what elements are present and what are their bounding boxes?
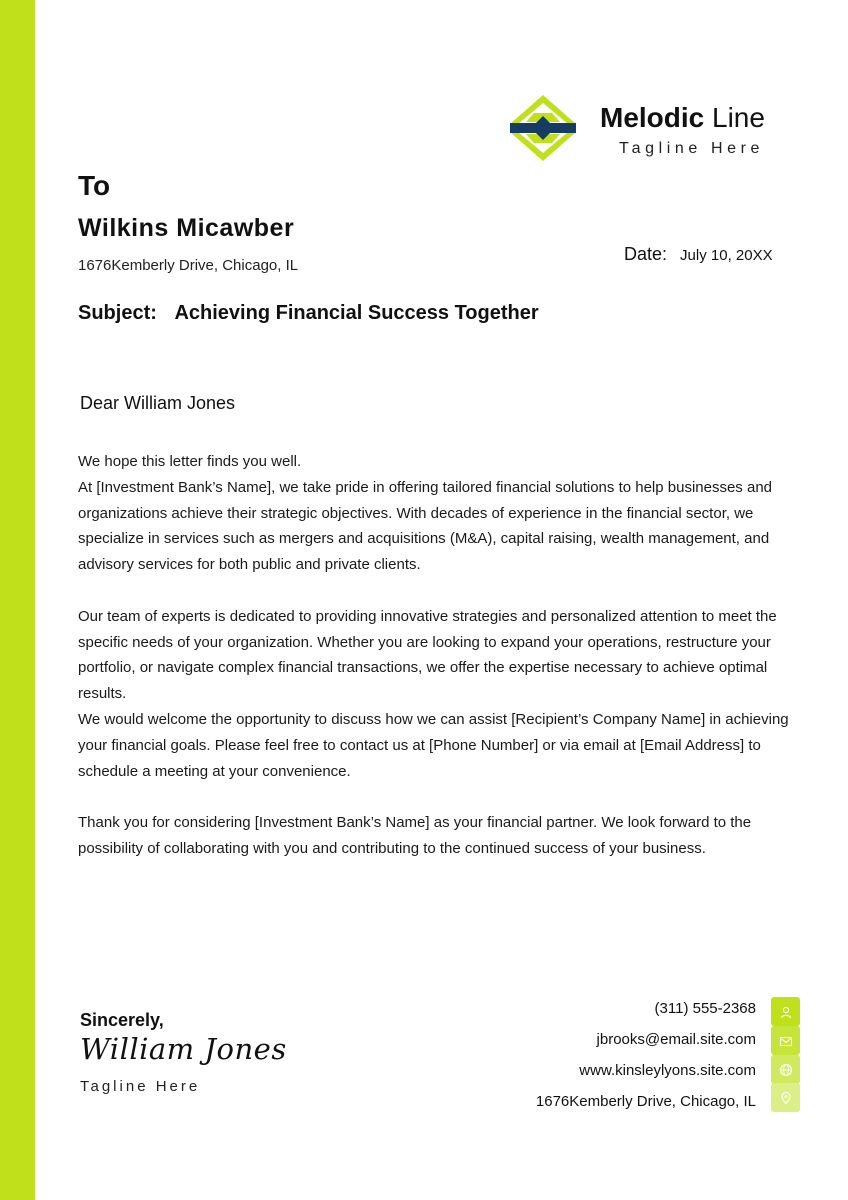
body-paragraph-4: We would welcome the opportunity to discuss how we can assist [Recipient’s Company Name] in achieving your financial goals. Please feel free to contact us at [Phone Number] or via email at [Email Address] to schedule a meeting at your convenience. [78,710,789,780]
location-pin-icon [771,1083,800,1112]
brand-name-bold: Melodic [600,102,705,133]
body-paragraph-2: At [Investment Bank’s Name], we take pride in offering tailored financial solutions to help businesses and organizations achieve their strategic objectives. With decades of experience in the financial sector, we specialize in services such as mergers and acquisitions (M&A), capital raising, wealth management, and advisory services for both public and private clients. [78,478,773,574]
paragraph-spacer [78,578,803,604]
closing-sincerely: Sincerely, [80,1010,164,1030]
subject-line [78,302,539,325]
brand-tagline: Tagline Here [619,140,765,157]
contact-email: jbrooks@email.site.com [596,1031,756,1048]
brand-logo-icon [510,95,576,161]
date-block [624,244,773,265]
subject-label: Subject: [78,302,157,324]
letter-body [78,449,803,862]
body-paragraph-5: Thank you for considering [Investment Bank’s Name] as your financial partner. We look forward to the possibility of collaborating with you and contributing to the continued success of your business. [78,814,752,857]
body-paragraph-1: We hope this letter finds you well. [78,453,302,470]
phone-icon [771,997,800,1026]
contact-address: 1676Kemberly Drive, Chicago, IL [535,1093,756,1110]
recipient-address: 1676Kemberly Drive, Chicago, IL [78,257,299,274]
contact-website: www.kinsleylyons.site.com [579,1062,756,1079]
brand-name [600,102,765,134]
signature-tagline: Tagline Here [80,1078,201,1095]
contact-phone: (311) 555-2368 [654,1000,756,1017]
recipient-name: Wilkins Micawber [78,214,295,242]
subject-text: Achieving Financial Success Together [174,302,539,324]
to-label: To [78,170,111,201]
paragraph-spacer [78,784,803,810]
date-label: Date: [624,244,668,264]
accent-side-bar [0,0,35,1200]
signature: William Jones [80,1032,287,1066]
globe-icon [771,1055,800,1084]
brand-name-light: Line [712,102,765,133]
mail-icon [771,1026,800,1055]
salutation: Dear William Jones [80,393,236,413]
date-value: July 10, 20XX [680,247,773,264]
body-paragraph-3: Our team of experts is dedicated to providing innovative strategies and personalized attention to meet the specific needs of your organization. Whether you are looking to expand your operations, restructure your portfolio, or navigate complex financial transactions, we offer the expertise necessary to achieve optimal results. [78,607,777,703]
